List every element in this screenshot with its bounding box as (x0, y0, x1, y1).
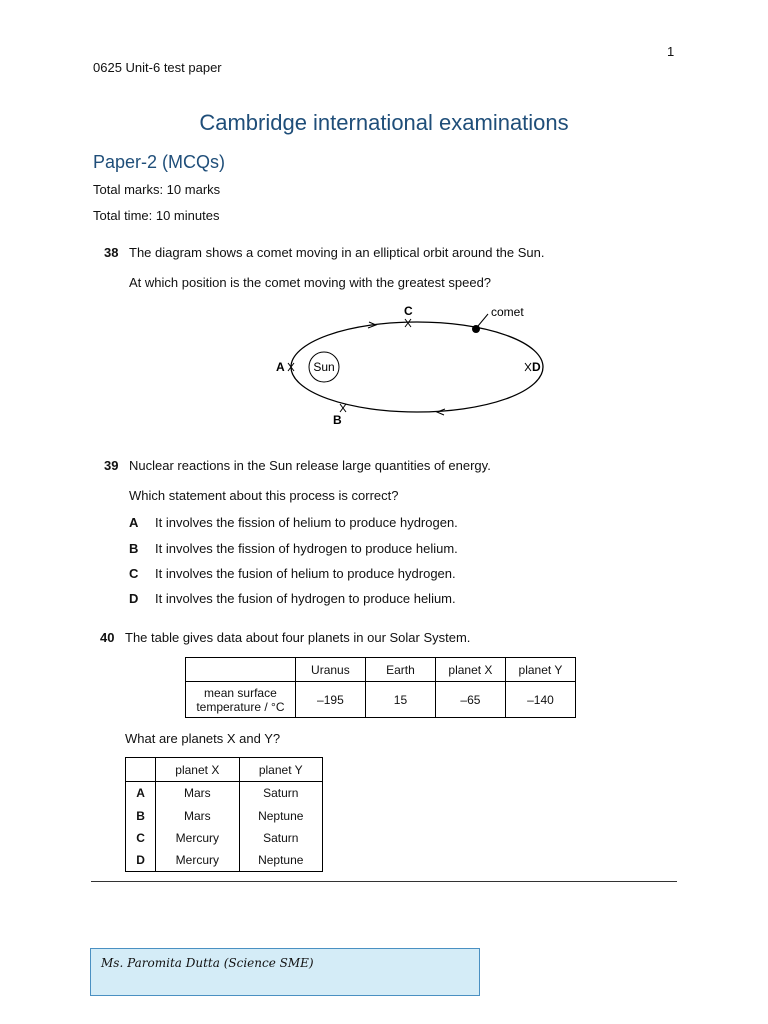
label-a: A (276, 360, 285, 374)
total-time: Total time: 10 minutes (93, 208, 220, 223)
comet-dot (472, 325, 480, 333)
option-letter: C (126, 827, 156, 850)
label-c: C (404, 304, 413, 318)
option-letter: B (129, 541, 139, 556)
row-header-line-1: mean surface (204, 685, 277, 700)
table-cell: –140 (505, 682, 575, 718)
option-text: It involves the fission of hydrogen to produce helium. (155, 541, 458, 556)
table-cell: Saturn (239, 827, 322, 850)
column-header: planet X (435, 658, 505, 682)
table-cell: Neptune (239, 850, 322, 872)
comet-label: comet (491, 305, 524, 319)
option-letter: A (126, 782, 156, 805)
question-39-prompt: Which statement about this process is correct? (129, 488, 399, 503)
option-letter: A (129, 515, 139, 530)
question-38-number: 38 (104, 245, 119, 260)
table-cell: Saturn (239, 782, 322, 805)
question-39-text: Nuclear reactions in the Sun release large quantities of energy. (129, 458, 491, 473)
option-letter: D (129, 591, 139, 606)
table-cell: –65 (435, 682, 505, 718)
option-text: It involves the fusion of hydrogen to produce helium. (155, 591, 456, 606)
table-cell: Mercury (156, 850, 239, 872)
table-corner-cell (186, 658, 296, 682)
row-header-line-2: temperature / °C (196, 699, 285, 714)
option-letter: D (126, 850, 156, 872)
question-38-text: The diagram shows a comet moving in an elliptical orbit around the Sun. (129, 245, 545, 260)
document-header: 0625 Unit-6 test paper (93, 60, 222, 75)
answer-options-table (125, 757, 323, 872)
page-number: 1 (667, 44, 675, 59)
comet-pointer (478, 314, 488, 326)
total-marks: Total marks: 10 marks (93, 182, 221, 197)
label-b: B (333, 413, 342, 427)
option-letter: C (129, 566, 139, 581)
row-header (186, 682, 296, 718)
question-40-prompt: What are planets X and Y? (125, 731, 281, 746)
page-title: Cambridge international examinations (199, 110, 569, 135)
planet-temperature-table (185, 657, 576, 718)
question-40-number: 40 (100, 630, 115, 645)
table-cell: Mars (156, 782, 239, 805)
paper-subtitle: Paper-2 (MCQs) (93, 152, 226, 172)
table-corner-cell (126, 758, 156, 782)
comet-orbit-diagram (260, 300, 560, 430)
option-text: It involves the fission of helium to produce hydrogen. (155, 515, 458, 530)
table-cell: Neptune (239, 805, 322, 827)
table-cell: 15 (365, 682, 435, 718)
column-header: Earth (365, 658, 435, 682)
table-cell: Mercury (156, 827, 239, 850)
table-cell: –195 (295, 682, 365, 718)
orbit-arrow-bottom (437, 409, 445, 415)
author-credit: Ms. Paromita Dutta (Science SME) (101, 956, 314, 970)
column-header: planet Y (239, 758, 322, 782)
column-header: planet X (156, 758, 239, 782)
footer-divider (91, 881, 677, 882)
question-39-number: 39 (104, 458, 119, 473)
question-40-text: The table gives data about four planets in our Solar System. (125, 630, 471, 645)
column-header: planet Y (505, 658, 575, 682)
option-letter: B (126, 805, 156, 827)
option-text: It involves the fusion of helium to produce hydrogen. (155, 566, 456, 581)
table-cell: Mars (156, 805, 239, 827)
column-header: Uranus (295, 658, 365, 682)
footer-box (90, 948, 480, 996)
label-d: D (532, 360, 541, 374)
sun-label: Sun (313, 360, 335, 374)
question-38-prompt: At which position is the comet moving with the greatest speed? (129, 275, 492, 290)
